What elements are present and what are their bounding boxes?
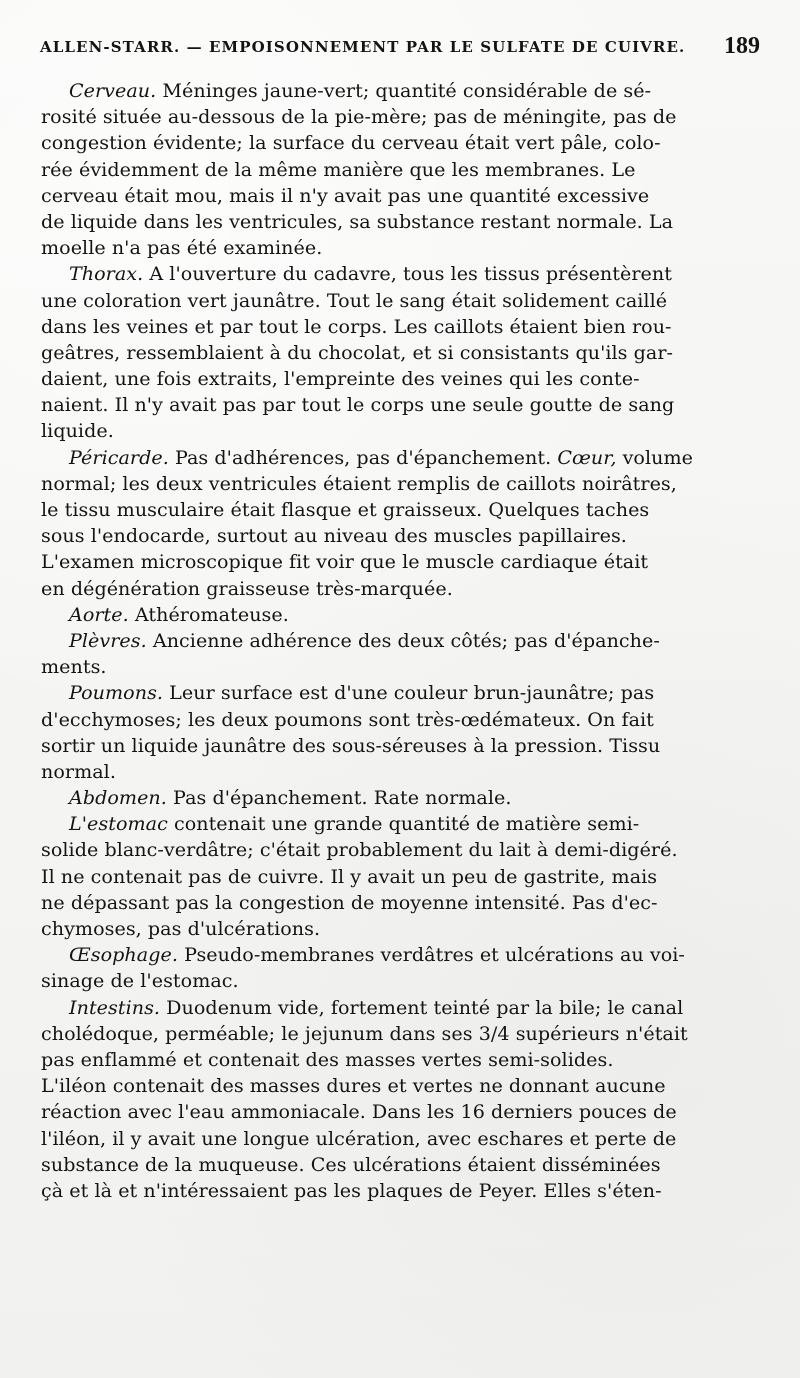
text-segment: Leur surface est d'une couleur brun-jaunâtre; pas <box>163 681 655 705</box>
text-line <box>41 1152 759 1178</box>
text-line <box>41 942 759 968</box>
text-segment: sinage de l'estomac. <box>41 969 239 993</box>
text-segment: pas enflammé et contenait des masses vertes semi-solides. <box>41 1047 614 1071</box>
text-line <box>41 654 759 680</box>
text-segment: ne dépassant pas la congestion de moyenne intensité. Pas d'ec- <box>41 890 658 914</box>
text-segment: substance de la muqueuse. Ces ulcérations étaient disséminées <box>41 1152 661 1176</box>
text-segment: dans les veines et par tout le corps. Les caillots étaient bien rou- <box>41 314 672 338</box>
text-segment: réaction avec l'eau ammoniacale. Dans les 16 derniers pouces de <box>41 1100 677 1124</box>
text-line <box>41 340 759 366</box>
text-line <box>41 602 759 628</box>
text-segment: l'iléon, il y avait une longue ulcération, avec eschares et perte de <box>41 1126 677 1150</box>
text-line <box>41 916 759 942</box>
text-line <box>41 785 759 811</box>
text-segment: Il ne contenait pas de cuivre. Il y avait un peu de gastrite, mais <box>41 864 658 888</box>
text-segment: moelle n'a pas été examinée. <box>41 236 323 260</box>
text-segment: geâtres, ressemblaient à du chocolat, et si consistants qu'ils gar- <box>41 340 674 364</box>
text-line <box>41 1099 759 1125</box>
text-segment: une coloration vert jaunâtre. Tout le sang était solidement caillé <box>41 288 668 312</box>
text-line <box>41 366 759 392</box>
text-segment: naient. Il n'y avait pas par tout le corps une seule goutte de sang <box>41 393 675 417</box>
text-line <box>41 288 759 314</box>
text-line <box>41 157 759 183</box>
text-segment: çà et là et n'intéressaient pas les plaques de Peyer. Elles s'éten- <box>41 1178 662 1202</box>
text-line <box>41 314 759 340</box>
text-segment: de liquide dans les ventricules, sa substance restant normale. La <box>41 209 674 233</box>
page-number: 189 <box>724 33 760 59</box>
text-line <box>41 130 759 156</box>
text-segment: Athéromateuse. <box>128 602 289 626</box>
text-segment: Pas d'épanchement. Rate normale. <box>166 786 512 810</box>
text-line <box>41 549 759 575</box>
text-segment: chymoses, pas d'ulcérations. <box>41 917 321 940</box>
text-segment: d'ecchymoses; les deux poumons sont très-œdémateux. On fait <box>41 707 654 731</box>
text-line <box>41 183 759 209</box>
text-segment: liquide. <box>41 419 114 443</box>
text-line <box>41 995 759 1021</box>
italic-text-segment: Œsophage. <box>69 943 178 967</box>
italic-text-segment: Plèvres. <box>69 628 147 652</box>
text-line <box>41 1073 759 1099</box>
text-segment: Méninges jaune-vert; quantité considérable de sé- <box>156 79 652 102</box>
text-line <box>41 418 759 444</box>
text-line <box>41 733 759 759</box>
text-line <box>41 104 759 130</box>
italic-text-segment: Abdomen. <box>69 786 167 810</box>
text-segment: Pas d'adhérences, pas d'épanchement. <box>168 445 558 469</box>
document-body <box>41 78 759 1204</box>
text-segment: normal; les deux ventricules étaient remplis de caillots noirâtres, <box>41 471 677 495</box>
text-line <box>41 837 759 863</box>
text-segment: daient, une fois extraits, l'empreinte des veines qui les conte- <box>41 367 640 391</box>
text-segment: rée évidemment de la même manière que les membranes. Le <box>41 157 636 181</box>
text-line <box>41 968 759 994</box>
text-line <box>41 759 759 785</box>
italic-text-segment: Cerveau. <box>69 79 157 102</box>
text-segment: L'iléon contenait des masses dures et vertes ne donnant aucune <box>41 1074 666 1098</box>
text-segment: contenait une grande quantité de matière semi- <box>167 812 640 836</box>
text-line <box>41 680 759 706</box>
text-segment: Pseudo-membranes verdâtres et ulcérations au voi- <box>177 943 685 967</box>
italic-text-segment: Aorte. <box>69 602 129 626</box>
text-segment: sous l'endocarde, surtout au niveau des muscles papillaires. <box>41 524 627 548</box>
text-segment: Ancienne adhérence des deux côtés; pas d'épanche- <box>146 628 660 652</box>
italic-text-segment: Cœur, <box>557 445 617 469</box>
text-segment: cholédoque, perméable; le jejunum dans ses 3/4 supérieurs n'était <box>41 1021 688 1045</box>
text-line <box>41 523 759 549</box>
text-line <box>41 78 759 104</box>
text-line <box>41 628 759 654</box>
text-line <box>41 707 759 733</box>
text-line <box>41 864 759 890</box>
italic-text-segment: Poumons. <box>69 681 164 705</box>
text-segment: rosité située au-dessous de la pie-mère; pas de méningite, pas de <box>41 105 677 129</box>
text-line <box>41 497 759 523</box>
text-segment: congestion évidente; la surface du cerveau était vert pâle, colo- <box>41 131 661 155</box>
text-line <box>41 445 759 471</box>
text-line <box>41 576 759 602</box>
text-segment: normal. <box>41 759 116 783</box>
text-line <box>41 1021 759 1047</box>
text-segment: A l'ouverture du cadavre, tous les tissus présentèrent <box>143 262 672 286</box>
italic-text-segment: L'estomac <box>69 812 168 836</box>
text-segment: le tissu musculaire était flasque et graisseux. Quelques taches <box>41 498 650 521</box>
text-line <box>41 235 759 261</box>
text-line <box>41 890 759 916</box>
running-head: ALLEN-STARR. — EMPOISONNEMENT PAR LE SULFATE DE CUIVRE. <box>40 38 686 56</box>
text-line <box>41 261 759 287</box>
text-segment: ments. <box>41 655 107 679</box>
text-line <box>41 1178 759 1204</box>
italic-text-segment: Péricarde. <box>69 445 169 469</box>
text-line <box>41 209 759 235</box>
italic-text-segment: Thorax. <box>69 262 144 286</box>
text-segment: volume <box>616 445 693 469</box>
text-line <box>41 811 759 837</box>
text-segment: en dégénération graisseuse très-marquée. <box>41 576 453 600</box>
text-line <box>41 392 759 418</box>
text-line <box>41 471 759 497</box>
text-segment: sortir un liquide jaunâtre des sous-séreuses à la pression. Tissu <box>41 733 661 757</box>
page-header <box>40 34 760 64</box>
italic-text-segment: Intestins. <box>69 995 161 1019</box>
text-segment: solide blanc-verdâtre; c'était probablement du lait à demi-digéré. <box>41 838 678 862</box>
text-segment: L'examen microscopique fit voir que le muscle cardiaque était <box>41 550 649 574</box>
text-segment: Duodenum vide, fortement teinté par la bile; le canal <box>160 995 684 1019</box>
text-line <box>41 1047 759 1073</box>
text-segment: cerveau était mou, mais il n'y avait pas une quantité excessive <box>41 183 650 207</box>
text-line <box>41 1126 759 1152</box>
